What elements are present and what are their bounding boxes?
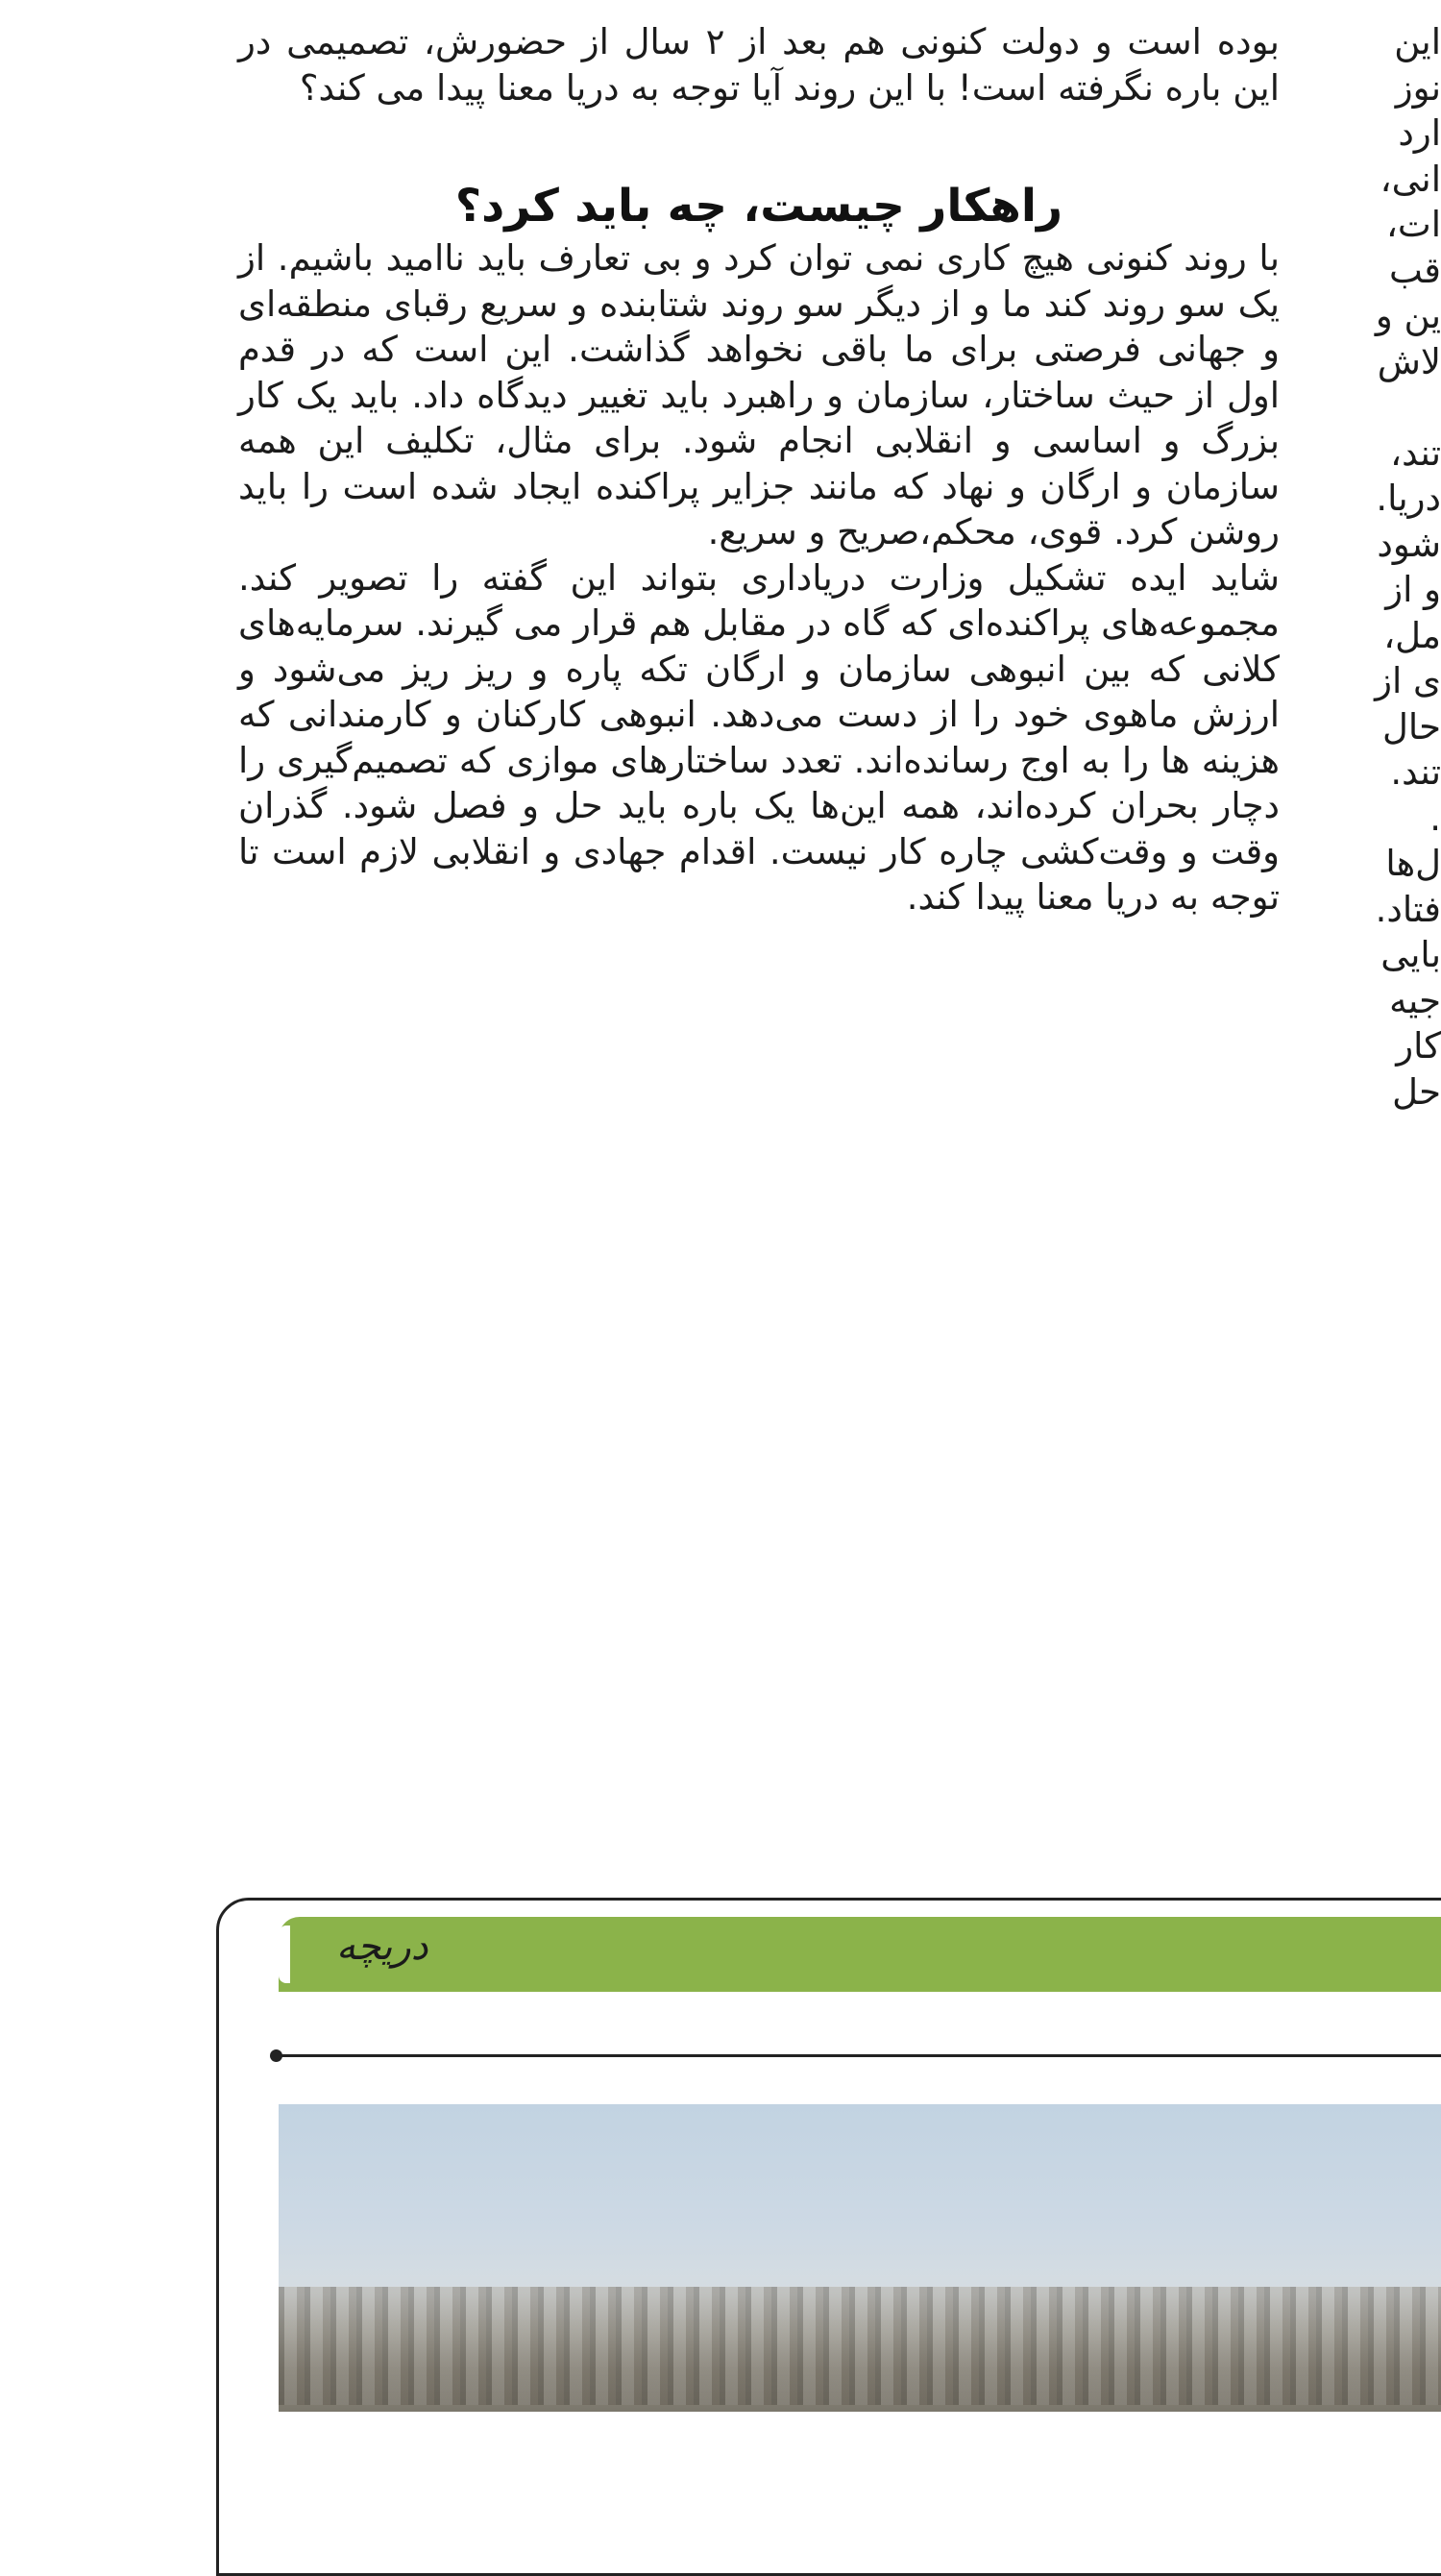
sidebar-box-divider: [277, 2054, 1441, 2057]
city-photo-skyline: [279, 2287, 1441, 2405]
sidebar-box-title: دریچه: [336, 1925, 428, 1969]
divider-dot: [270, 2049, 282, 2062]
adjacent-line: [1335, 384, 1441, 430]
adjacent-line: بایی: [1380, 934, 1441, 975]
adjacent-line: و از: [1385, 569, 1441, 610]
adjacent-line: ل‌ها: [1385, 843, 1441, 884]
adjacent-line: دریا.: [1376, 478, 1441, 519]
adjacent-line: ین و: [1375, 295, 1441, 336]
adjacent-line: قب: [1388, 249, 1441, 291]
adjacent-line: این: [1394, 21, 1441, 62]
sidebar-box-banner: [279, 1917, 1441, 1992]
adjacent-line: حل: [1392, 1070, 1441, 1113]
body-paragraph-2: شاید ایده تشکیل وزارت دریاداری بتواند این گفته را تصویر کند. مجموعه‌های پراکنده‌ای که گاه در مقابل هم قرار می گیرند. سرمایه‌های کلانی که بین انبوهی سازمان و ارگان تکه پاره و ریز ریز می‌شود و ارزش ماهوی خود را از دست می‌دهد. انبوهی کارکنان و کارمندانی که هزینه ها را به اوج رسانده‌اند. تعدد ساختارهای موازی که تصمیم‌گیری را دچار بحران کرده‌اند، همه این‌ها یک باره باید حل و فصل شود. گذران وقت و وقت‌کشی چاره کار نیست. اقدام جهادی و انقلابی لازم است تا توجه به دریا معنا پیدا کند.: [238, 556, 1280, 918]
adjacent-line: کار: [1396, 1025, 1441, 1067]
adjacent-line: جیه: [1389, 979, 1441, 1021]
body-paragraph-1: با روند کنونی هیچ کاری نمی توان کرد و بی تعارف باید ناامید باشیم. از یک سو روند کند ما و از دیگر سو روند شتابنده و سریع رقبای منطقه‌ای و جهانی فرصتی برای ما باقی نخواهد گذاشت. این است که در قدم اول از حیث ساختار، سازمان و راهبرد باید تغییر دیدگاه داد. باید یک کار بزرگ و اساسی و انقلابی انجام شود. برای مثال، تکلیف این همه سازمان و ارگان و نهاد که مانند جزایر پراکنده ایجاد شده است را باید روشن کرد. قوی، محکم،صریح و سریع.: [238, 237, 1280, 552]
adjacent-line: نوز: [1395, 66, 1441, 109]
adjacent-line: مل،: [1383, 614, 1441, 656]
adjacent-line: انی،: [1380, 158, 1441, 200]
article-main-column: [238, 0, 1280, 920]
adjacent-line: ارد: [1398, 112, 1441, 154]
section-heading: راهکار چیست، چه باید کرد؟: [454, 180, 1063, 233]
adjacent-line: فتاد.: [1375, 888, 1441, 930]
adjacent-line: ات،: [1385, 204, 1441, 245]
adjacent-line: تند،: [1390, 431, 1441, 474]
adjacent-line: لاش: [1377, 340, 1441, 382]
adjacent-line: .: [1429, 797, 1441, 839]
adjacent-line: ی از: [1375, 660, 1441, 701]
intro-paragraph: بوده است و دولت کنونی هم بعد از ۲ سال از حضورش، تصمیمی در این باره نگرفته است! با این روند آیا توجه به دریا معنا پیدا می کند؟: [238, 21, 1280, 109]
adjacent-line: شود: [1377, 523, 1441, 565]
adjacent-line: تند.: [1390, 751, 1441, 793]
adjacent-column-cropped: [1335, 19, 1441, 1115]
banner-tab-notch: [279, 1926, 290, 1983]
adjacent-line: حال: [1381, 705, 1441, 748]
